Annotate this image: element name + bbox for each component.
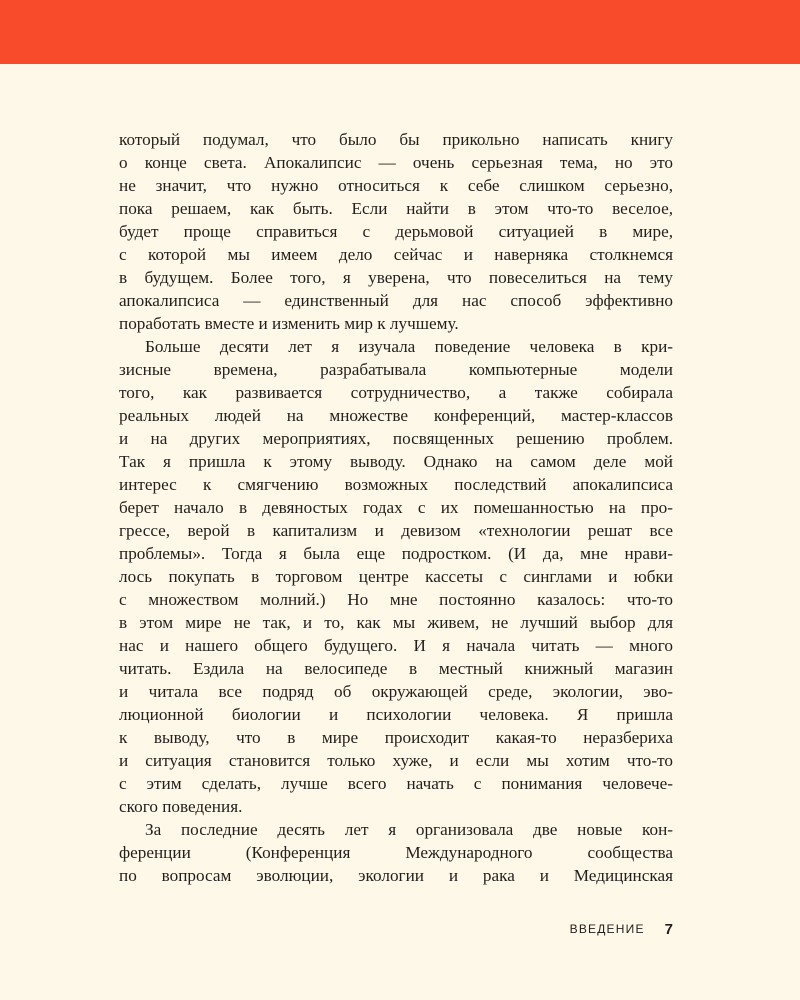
text-line: нас и нашего общего будущего. И я начала читать — много: [119, 636, 673, 655]
text-line: Так я пришла к этому выводу. Однако на самом деле мой: [119, 452, 673, 471]
text-line: к выводу, что в мире происходит какая-то неразбериха: [119, 728, 673, 747]
text-line: апокалипсиса — единственный для нас способ эффективно: [119, 291, 673, 310]
page-number: 7: [664, 920, 673, 938]
text-line: будет проще справиться с дерьмовой ситуацией в мире,: [119, 222, 673, 241]
text-line: того, как развивается сотрудничество, а также собирала: [119, 383, 673, 402]
text-line: и на других мероприятиях, посвященных решению проблем.: [119, 429, 673, 448]
text-line: который подумал, что было бы прикольно написать книгу: [119, 130, 673, 149]
text-line: в будущем. Более того, я уверена, что повеселиться на тему: [119, 268, 673, 287]
text-line: реальных людей на множестве конференций, мастер-классов: [119, 406, 673, 425]
text-line: Больше десяти лет я изучала поведение человека в кри-: [145, 337, 673, 356]
text-line: ференции (Конференция Международного сообщества: [119, 843, 673, 862]
text-line: лось покупать в торговом центре кассеты с синглами и юбки: [119, 567, 673, 586]
running-head: ВВЕДЕНИЕ: [569, 922, 645, 936]
text-line: пока решаем, как быть. Если найти в этом что-то веселое,: [119, 199, 673, 218]
text-line: люционной биологии и психологии человека. Я пришла: [119, 705, 673, 724]
text-line: читать. Ездила на велосипеде в местный книжный магазин: [119, 659, 673, 678]
text-line: о конце света. Апокалипсис — очень серьезная тема, но это: [119, 153, 673, 172]
text-line: с этим сделать, лучше всего начать с понимания человече-: [119, 774, 673, 793]
text-line: берет начало в девяностых годах с их помешанностью на про-: [119, 498, 673, 517]
text-line: в этом мире не так, и то, как мы живем, не лучший выбор для: [119, 613, 673, 632]
text-line: по вопросам эволюции, экологии и рака и Медицинская: [119, 866, 673, 885]
text-line: зисные времена, разрабатывала компьютерные модели: [119, 360, 673, 379]
text-line: грессе, верой в капитализм и девизом «технологии решат все: [119, 521, 673, 540]
text-line: не значит, что нужно относиться к себе слишком серьезно,: [119, 176, 673, 195]
text-line: и читала все подряд об окружающей среде, экологии, эво-: [119, 682, 673, 701]
text-line: интерес к смягчению возможных последствий апокалипсиса: [119, 475, 673, 494]
text-line: и ситуация становится только хуже, и если мы хотим что-то: [119, 751, 673, 770]
body-text: [119, 128, 673, 887]
text-line: ского поведения.: [119, 797, 243, 816]
text-line: проблемы». Тогда я была еще подростком. (И да, мне нрави-: [119, 544, 673, 563]
text-line: За последние десять лет я организовала две новые кон-: [145, 820, 673, 839]
page-footer: [560, 918, 673, 940]
text-line: поработать вместе и изменить мир к лучшему.: [119, 314, 459, 333]
top-color-band: [0, 0, 800, 64]
text-line: с множеством молний.) Но мне постоянно казалось: что-то: [119, 590, 673, 609]
text-line: с которой мы имеем дело сейчас и наверняка столкнемся: [119, 245, 673, 264]
